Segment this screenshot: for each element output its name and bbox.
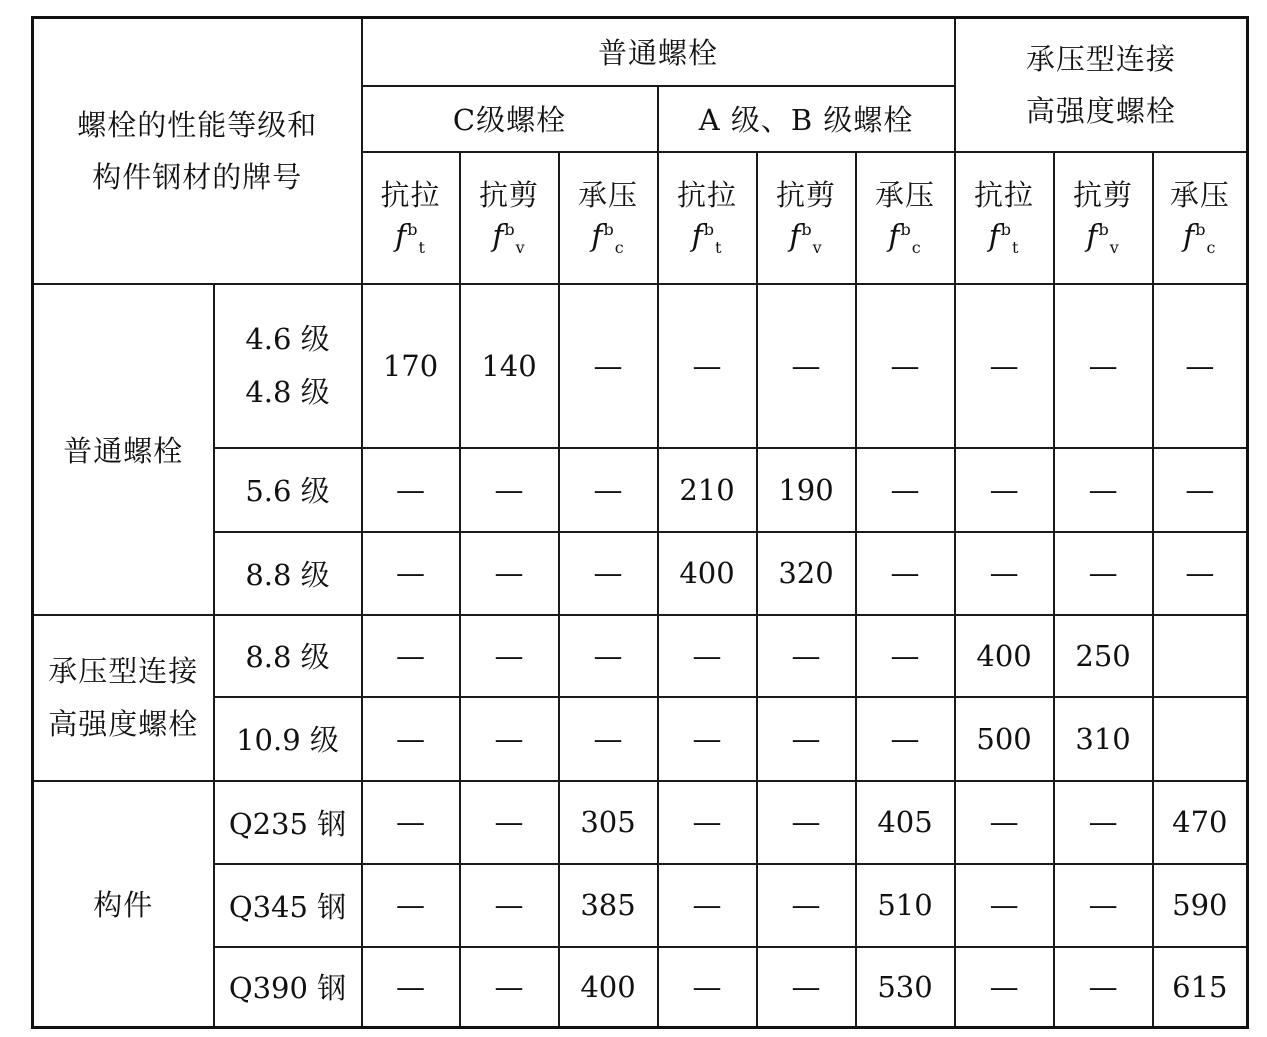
value-cell: — [362,697,460,781]
column-header-symbol [956,219,1053,257]
symbol-base: f [1086,218,1099,254]
column-header-symbol [857,219,954,257]
symbol-base: f [591,218,604,254]
value-cell: — [856,448,955,532]
symbol-base: f [492,218,505,254]
value-cell: — [1153,448,1248,532]
symbol-superscript: b [801,219,813,239]
value-cell: 310 [1054,697,1153,781]
value-cell: — [757,284,856,448]
table-row [33,864,1248,947]
table-row [33,947,1248,1028]
column-header [856,152,955,284]
value-cell: 510 [856,864,955,947]
value-cell: — [757,615,856,697]
group-label-bearing-line2: 高强度螺栓 [48,706,199,741]
value-cell: 320 [757,532,856,615]
symbol-subscript: v [812,237,823,257]
value-cell: 615 [1153,947,1248,1028]
group-label-bearing [33,615,214,781]
value-cell: — [362,448,460,532]
table-row [33,697,1248,781]
table-row [33,615,1248,697]
corner-header [33,18,362,284]
header-row-1 [33,18,1248,86]
value-cell: — [955,532,1054,615]
value-cell: — [460,864,559,947]
group-header-ordinary: 普通螺栓 [362,18,955,86]
value-cell: 400 [559,947,658,1028]
value-cell: — [1054,864,1153,947]
value-cell: — [460,781,559,864]
value-cell: — [856,697,955,781]
column-header-label: 抗剪 [776,178,837,212]
value-cell: — [1054,781,1153,864]
symbol-subscript: v [1109,237,1120,257]
corner-header-line1: 螺栓的性能等级和 [77,107,318,142]
value-cell: — [1054,947,1153,1028]
value-cell: — [955,781,1054,864]
column-header-label: 抗拉 [677,178,738,212]
column-header-symbol [560,219,657,257]
value-cell: — [757,947,856,1028]
value-cell: — [559,284,658,448]
value-cell: 190 [757,448,856,532]
symbol-subscript: c [614,237,625,257]
column-header-symbol [1154,219,1247,257]
value-cell: — [856,615,955,697]
symbol-superscript: b [407,219,419,239]
symbol-superscript: b [603,219,615,239]
table-row [33,532,1248,615]
bolt-strength-table [31,16,1249,1029]
column-header-label: 抗剪 [1073,178,1134,212]
symbol-base: f [1183,218,1196,254]
symbol-superscript: b [703,219,715,239]
row-grade-line2: 4.8 级 [245,374,330,409]
value-cell: — [362,615,460,697]
value-cell: 250 [1054,615,1153,697]
column-header-symbol [363,219,459,257]
value-cell: — [757,864,856,947]
value-cell: — [362,947,460,1028]
group-label-bearing-line1: 承压型连接 [48,654,199,689]
value-cell: — [460,947,559,1028]
group-label-ordinary: 普通螺栓 [33,284,214,615]
symbol-superscript: b [900,219,912,239]
column-header-symbol [758,219,855,257]
row-grade: 8.8 级 [214,532,362,615]
group-header-bearing-line2: 高强度螺栓 [1025,93,1176,128]
value-cell: — [1153,284,1248,448]
value-cell: — [460,532,559,615]
group-header-bearing [955,18,1248,152]
symbol-subscript: v [515,237,526,257]
column-header-label: 承压 [875,178,936,212]
value-cell: — [658,947,757,1028]
table-row [33,448,1248,532]
value-cell: — [757,781,856,864]
table-row [33,781,1248,864]
symbol-base: f [789,218,802,254]
column-header-label: 抗拉 [380,178,441,212]
value-cell: — [658,284,757,448]
value-cell: — [955,947,1054,1028]
subheader-c-grade: C级螺栓 [362,86,658,152]
symbol-superscript: b [1000,219,1013,239]
row-grade: Q235 钢 [214,781,362,864]
value-cell: — [955,864,1054,947]
value-cell: 405 [856,781,955,864]
column-header [955,152,1054,284]
column-header [362,152,460,284]
value-cell: 500 [955,697,1054,781]
value-cell: 140 [460,284,559,448]
row-grade: Q390 钢 [214,947,362,1028]
value-cell: — [559,615,658,697]
value-cell: 530 [856,947,955,1028]
table-row [33,284,1248,448]
value-cell: 400 [658,532,757,615]
column-header-label: 承压 [578,178,639,212]
value-cell: — [559,532,658,615]
value-cell: — [856,532,955,615]
value-cell: — [856,284,955,448]
value-cell: — [955,284,1054,448]
symbol-base: f [395,218,408,254]
value-cell: — [559,448,658,532]
symbol-subscript: t [714,237,723,257]
symbol-superscript: b [504,219,516,239]
value-cell [1153,615,1248,697]
value-cell: — [955,448,1054,532]
value-cell: — [1054,532,1153,615]
value-cell: 590 [1153,864,1248,947]
value-cell: — [362,781,460,864]
value-cell: — [658,615,757,697]
column-header-symbol [1055,219,1152,257]
value-cell: — [460,697,559,781]
value-cell: 400 [955,615,1054,697]
value-cell: 470 [1153,781,1248,864]
value-cell: — [362,864,460,947]
value-cell: — [460,448,559,532]
column-header [1054,152,1153,284]
row-grade: 10.9 级 [214,697,362,781]
subheader-ab-grade: A 级、B 级螺栓 [658,86,955,152]
value-cell: 170 [362,284,460,448]
value-cell: — [1054,448,1153,532]
value-cell: — [658,697,757,781]
symbol-base: f [888,218,901,254]
value-cell: — [658,864,757,947]
symbol-base: f [988,218,1001,254]
column-header-label: 抗拉 [974,178,1035,212]
column-header [460,152,559,284]
symbol-base: f [691,218,704,254]
value-cell: — [559,697,658,781]
row-grade: 5.6 级 [214,448,362,532]
value-cell: 385 [559,864,658,947]
corner-header-line2: 构件钢材的牌号 [92,159,303,194]
value-cell: — [460,615,559,697]
value-cell: — [757,697,856,781]
value-cell [1153,697,1248,781]
column-header-label: 承压 [1169,178,1230,212]
value-cell: 305 [559,781,658,864]
column-header [559,152,658,284]
column-header [658,152,757,284]
symbol-subscript: c [1206,237,1217,257]
symbol-subscript: c [911,237,922,257]
value-cell: — [658,781,757,864]
value-cell: — [1153,532,1248,615]
symbol-subscript: t [1012,237,1020,257]
column-header-symbol [659,219,756,257]
value-cell: — [1054,284,1153,448]
value-cell: — [362,532,460,615]
column-header [1153,152,1248,284]
column-header-label: 抗剪 [479,178,540,212]
row-grade: Q345 钢 [214,864,362,947]
column-header [757,152,856,284]
group-header-bearing-line1: 承压型连接 [1025,41,1176,76]
row-grade [214,284,362,448]
symbol-superscript: b [1098,219,1110,239]
row-grade: 8.8 级 [214,615,362,697]
value-cell: 210 [658,448,757,532]
column-header-symbol [461,219,558,257]
group-label-member: 构件 [33,781,214,1028]
symbol-subscript: t [418,237,426,257]
row-grade-line1: 4.6 级 [245,322,330,357]
symbol-superscript: b [1195,219,1207,239]
